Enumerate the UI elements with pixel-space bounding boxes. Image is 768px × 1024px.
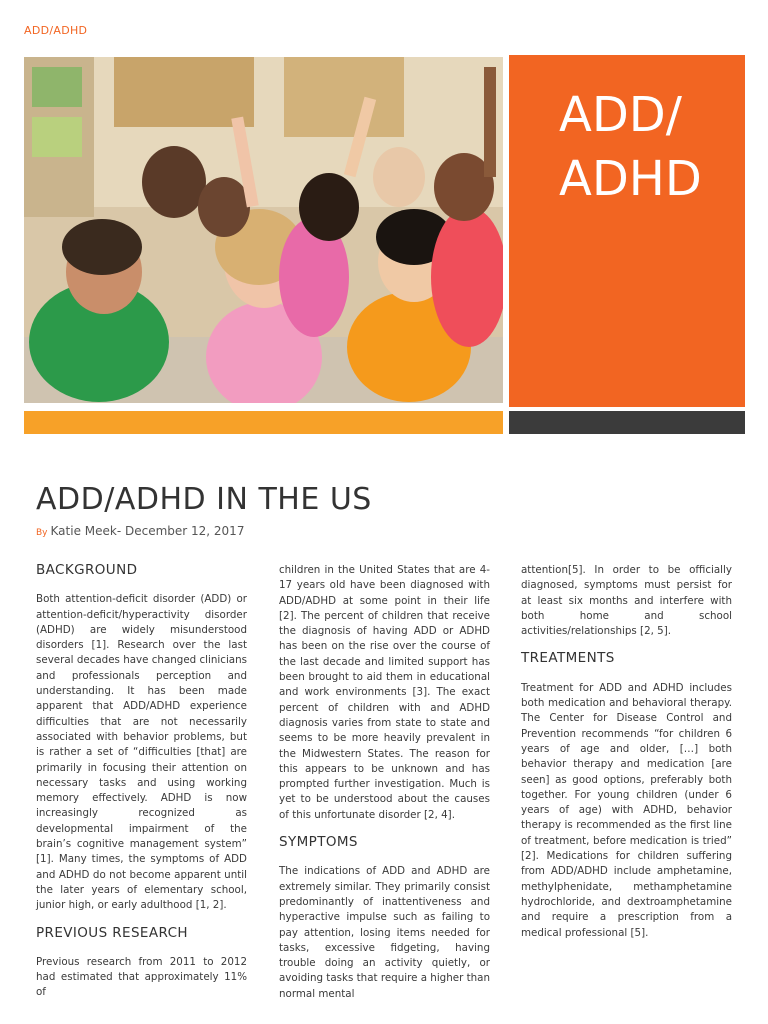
accent-bar: [24, 411, 503, 434]
classroom-photo: [24, 57, 503, 403]
treatments-text: Treatment for ADD and ADHD includes both medication and behavioral therapy. The Center for Disease Control and Prevention recommends “for children 6 years of age and older, […] both behavior therapy and medication [are seen] as good options, preferably both together. For young children (under 6 years of age) with ADHD, behavior therapy is recommended as the first line of treatment, before medication is tried” [2]. Medications for children suffering from ADD/ADHD include amphetamine, methylphenidate, methamphetamine hydrochloride, and dextroamphetamine and require a prescription from a medical professional [5].: [521, 681, 732, 939]
byline: [36, 524, 244, 538]
column-2: [279, 563, 490, 1014]
symptoms-text-part2: attention[5]. In order to be officially diagnosed, symptoms must persist for at least six months and interfere with both home and school activities/relationships [2, 5].: [521, 564, 732, 638]
previous-research-text-part1: Previous research from 2011 to 2012 had estimated that approximately 11% of: [36, 955, 247, 999]
background-text: Both attention-deficit disorder (ADD) or attention-deficit/hyperactivity disorder (ADHD) are widely misunderstood disorders [1]. Research over the last several decades have changed clinicians and professionals perception and understanding. It has been made apparent that ADD/ADHD experience difficulties that are not necessarily associated with behavior problems, but is rather a set of “difficulties [that] are primarily in focusing their attention on necessary tasks and using working memory effectively. ADHD is now increasingly recognized as developmental impairment of the brain’s cognitive management system” [1]. Many times, the symptoms of ADD and ADHD do not become apparent until the later years of elementary school, junior high, or early adulthood [1, 2].: [36, 593, 247, 912]
children-raising-hands-image: [24, 57, 503, 403]
previous-research-heading: PREVIOUS RESEARCH: [36, 924, 188, 941]
column-3: [521, 563, 732, 953]
symptoms-text-part1: The indications of ADD and ADHD are extremely similar. They primarily consist predominantly of inattentiveness and hyperactive impulse such as failing to pay attention, losing items needed for tasks, excessive fidgeting, having trouble doing an activity quietly, or avoiding tasks that require a higher than normal mental: [279, 865, 490, 1000]
background-heading: BACKGROUND: [36, 562, 138, 578]
symptoms-heading: SYMPTOMS: [279, 834, 358, 851]
treatments-heading: TREATMENTS: [521, 650, 615, 667]
section-label: ADD/ADHD: [24, 24, 88, 37]
title-panel: [509, 55, 745, 407]
cover-title-line2: ADHD: [559, 151, 702, 207]
previous-research-text-part2: children in the United States that are 4-17 years old have been diagnosed with ADD/ADHD at some point in their life [2]. The percent of children that receive the diagnosis of having ADD or ADHD has been on the rise over the course of the last decade and limited support has been brought to aid them in educational and work environments [3]. The exact percent of children with and ADHD diagnosis varies from state to state and seems to be more heavily prevalent in the Midwestern States. The reason for this appears to be unknown and has prompted further investigation. Much is yet to be understood about the causes of this unfortunate disorder [2, 4].: [279, 564, 490, 821]
column-1: [36, 557, 247, 1013]
by-label: By: [36, 528, 48, 538]
dark-bar: [509, 411, 745, 434]
cover-title: [559, 83, 719, 211]
cover-title-line1: ADD/: [559, 87, 682, 143]
article-headline: ADD/ADHD IN THE US: [36, 482, 372, 517]
author-date: Katie Meek- December 12, 2017: [50, 524, 245, 538]
